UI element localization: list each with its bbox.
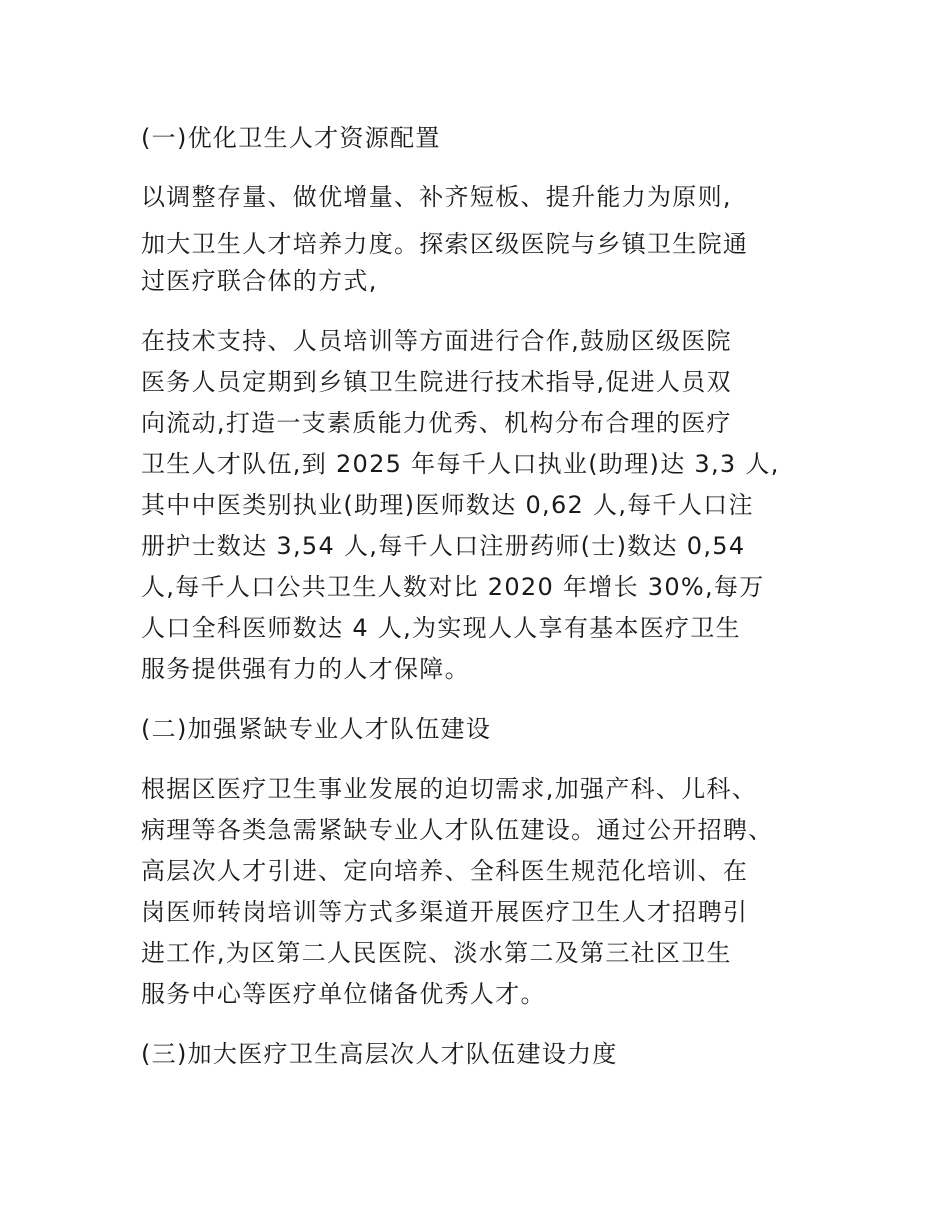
paragraph-line: 高层次人才引进、定向培养、全科医生规范化培训、在 xyxy=(141,857,749,885)
paragraph-line: 向流动,打造一支素质能力优秀、机构分布合理的医疗 xyxy=(141,409,732,437)
paragraph-line: 在技术支持、人员培训等方面进行合作,鼓励区级医院 xyxy=(141,327,732,355)
paragraph-line: 服务提供强有力的人才保障。 xyxy=(141,655,470,683)
paragraph-line: 人口全科医师数达 4 人,为实现人人享有基本医疗卫生 xyxy=(141,614,741,642)
section-heading-2: (二)加强紧缺专业人才队伍建设 xyxy=(141,715,492,743)
paragraph-line: 根据区医疗卫生事业发展的迫切需求,加强产科、儿科、 xyxy=(141,775,758,803)
paragraph-line: 进工作,为区第二人民医院、淡水第二及第三社区卫生 xyxy=(141,939,732,967)
section-heading-3: (三)加大医疗卫生高层次人才队伍建设力度 xyxy=(141,1040,618,1068)
section-heading-1: (一)优化卫生人才资源配置 xyxy=(141,124,441,152)
paragraph-line: 以调整存量、做优增量、补齐短板、提升能力为原则, xyxy=(141,183,732,211)
paragraph-line: 卫生人才队伍,到 2025 年每千人口执业(助理)达 3,3 人, xyxy=(141,450,780,478)
paragraph-line: 加大卫生人才培养力度。探索区级医院与乡镇卫生院通 xyxy=(141,230,749,258)
paragraph-line: 册护士数达 3,54 人,每千人口注册药师(士)数达 0,54 xyxy=(141,532,746,560)
paragraph-line: 过医疗联合体的方式, xyxy=(141,267,378,295)
paragraph-line: 岗医师转岗培训等方式多渠道开展医疗卫生人才招聘引 xyxy=(141,898,749,926)
paragraph-line: 医务人员定期到乡镇卫生院进行技术指导,促进人员双 xyxy=(141,368,732,396)
paragraph-line: 病理等各类急需紧缺专业人才队伍建设。通过公开招聘、 xyxy=(141,816,774,844)
paragraph-line: 其中中医类别执业(助理)医师数达 0,62 人,每千人口注 xyxy=(141,491,754,519)
paragraph-line: 服务中心等医疗单位储备优秀人才。 xyxy=(141,980,546,1008)
paragraph-line: 人,每千人口公共卫生人数对比 2020 年增长 30%,每万 xyxy=(141,573,765,601)
